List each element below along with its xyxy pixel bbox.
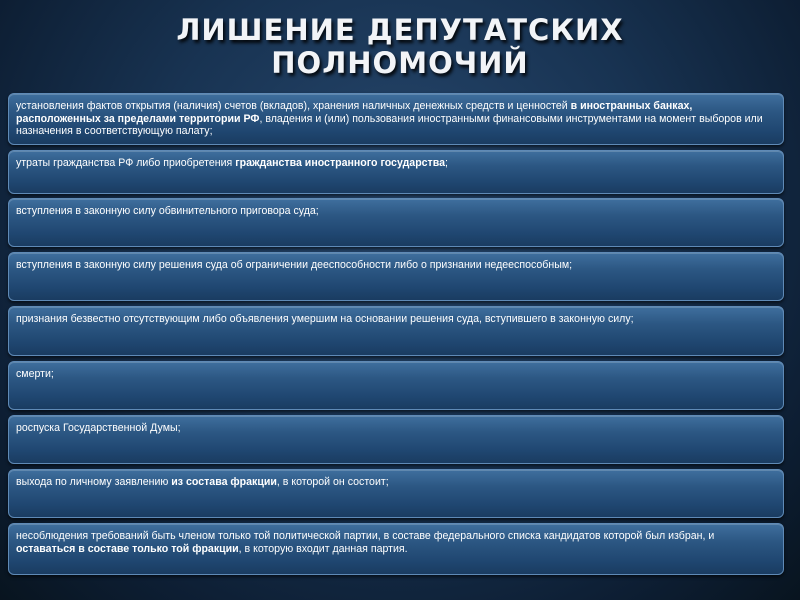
list-item-text: , владения и (или) пользования иностранными финансовыми инструментами на момент выборов или назначения в соответствующую палату; <box>16 112 763 137</box>
list-item-text: вступления в законную силу решения суда об ограничении дееспособности либо о признании недееспособным; <box>16 259 573 271</box>
slide-title-line-2: ПОЛНОМОЧИЙ <box>271 46 529 80</box>
list-item-text: смерти; <box>16 368 54 380</box>
list-item-text: установления фактов открытия (наличия) счетов (вкладов), хранения наличных денежных средств и ценностей <box>16 100 571 112</box>
list-item-text: несоблюдения требований быть членом только той политической партии, в составе федерального списка кандидатов которой был избран, и <box>16 530 715 542</box>
list-item <box>8 150 784 194</box>
list-item <box>8 469 784 518</box>
list-item <box>8 252 784 301</box>
list-item-text: , в которую входит данная партия. <box>238 542 408 555</box>
list-item-text: вступления в законную силу обвинительного приговора суда; <box>16 205 319 217</box>
list-item <box>8 361 784 410</box>
list-item <box>8 93 784 145</box>
list-item <box>8 523 784 575</box>
list-item-text-bold: в иностранных банках, расположенных за пределами территории РФ <box>16 100 693 125</box>
list-item-text-bold: из состава фракции <box>171 476 277 488</box>
list-item-text: ; <box>445 157 448 169</box>
list-item-text: выхода по личному заявлению <box>16 476 172 488</box>
slide-title <box>0 14 800 80</box>
list-item-text: признания безвестно отсутствующим либо объявления умершим на основании решения суда, вступившего в законную силу; <box>16 313 634 325</box>
list-item-text-bold: гражданства иностранного государства <box>235 157 446 169</box>
list-item-text: роспуска Государственной Думы; <box>16 422 181 434</box>
list-item <box>8 198 784 247</box>
list-item-text: утраты гражданства РФ либо приобретения <box>16 157 236 169</box>
list-item <box>8 306 784 356</box>
slide-title-line-1: ЛИШЕНИЕ ДЕПУТАТСКИХ <box>176 13 624 47</box>
list-item-text: , в которой он состоит; <box>276 476 389 488</box>
list-item-text-bold: оставаться в составе только той фракции <box>16 542 239 555</box>
list-item <box>8 415 784 464</box>
